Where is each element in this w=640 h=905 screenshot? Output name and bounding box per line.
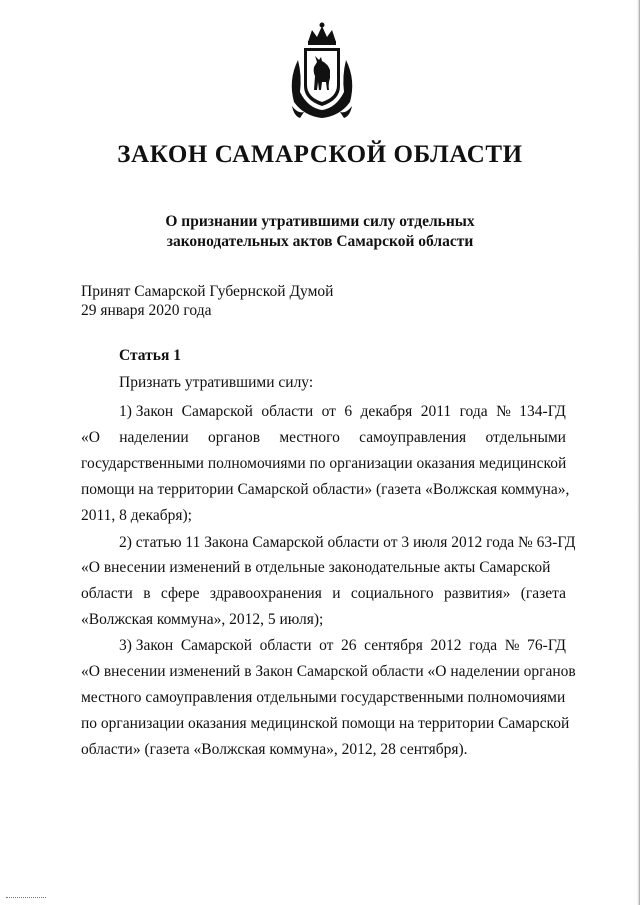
- word: в: [143, 585, 151, 602]
- word: области: [261, 403, 314, 420]
- item2-line4: «Волжская коммуна», 2012, 5 июля);: [81, 611, 324, 628]
- word: года: [469, 637, 498, 654]
- word: Самарской: [181, 403, 253, 420]
- item3-line4: по организации оказания медицинской помощи на территории Самарской: [81, 715, 570, 732]
- item2-line2: «О внесении изменений в отдельные законодательные акты Самарской: [81, 559, 551, 576]
- word: (газета: [520, 585, 566, 602]
- item1-line1: [119, 402, 566, 422]
- adoption-info: [81, 282, 333, 320]
- word: социального: [350, 585, 434, 602]
- word: №: [504, 637, 520, 654]
- item2-line1: 2) статью 11 Закона Самарской области от 3 июля 2012 года № 63-ГД: [119, 534, 576, 551]
- samara-coat-of-arms-icon: [284, 20, 360, 120]
- item3-line5: области» (газета «Волжская коммуна», 2012, 28 сентября).: [81, 741, 468, 758]
- item1-line3: государственными полномочиями по организации оказания медицинской: [81, 455, 567, 472]
- word: от: [319, 637, 334, 654]
- word: области: [259, 637, 312, 654]
- item3-line1: [119, 636, 566, 656]
- word: 1) Закон: [119, 403, 174, 420]
- word: наделении: [119, 429, 189, 446]
- item3-line2: «О внесении изменений в Закон Самарской области «О наделении органов: [81, 663, 576, 680]
- word: 26: [341, 637, 357, 654]
- item3-line3: местного самоуправления отдельными государственными полномочиями: [81, 689, 566, 706]
- word: 134-ГД: [519, 403, 566, 420]
- word: от: [321, 403, 336, 420]
- word: 3) Закон: [119, 637, 174, 654]
- word: 6: [344, 403, 353, 420]
- word: №: [496, 403, 511, 420]
- word: 2012: [430, 637, 462, 654]
- item1-line5: 2011, 8 декабря);: [81, 507, 192, 524]
- word: самоуправления: [359, 429, 467, 446]
- word: области: [81, 585, 133, 602]
- item1-line2: [81, 428, 566, 448]
- word: года: [459, 403, 488, 420]
- word: сентября: [364, 637, 423, 654]
- word: отдельными: [485, 429, 566, 446]
- word: декабря: [360, 403, 413, 420]
- word: 76-ГД: [527, 637, 566, 654]
- item1-line4: помощи на территории Самарской области» (газета «Волжская коммуна»,: [81, 481, 570, 498]
- scan-artifact: [6, 897, 46, 900]
- item2-line3: [81, 584, 566, 604]
- law-title: ЗАКОН САМАРСКОЙ ОБЛАСТИ: [117, 141, 523, 168]
- word: органов: [207, 429, 261, 446]
- word: Самарской: [180, 637, 253, 654]
- word: «О: [81, 429, 100, 446]
- word: развития»: [444, 585, 511, 602]
- word: и: [332, 585, 341, 602]
- word: 2011: [420, 403, 452, 420]
- word: сфере: [160, 585, 200, 602]
- adopted-date: 29 января 2020 года: [81, 302, 212, 319]
- article-heading: Статья 1: [119, 347, 181, 364]
- adopted-by: Принят Самарской Губернской Думой: [81, 283, 334, 300]
- article-intro: Признать утратившими силу:: [119, 374, 314, 391]
- word: местного: [279, 429, 340, 446]
- law-subtitle: [0, 212, 640, 252]
- subtitle-line: законодательных актов Самарской области: [166, 233, 474, 250]
- word: здравоохранения: [209, 585, 322, 602]
- subtitle-line: О признании утратившими силу отдельных: [165, 213, 475, 230]
